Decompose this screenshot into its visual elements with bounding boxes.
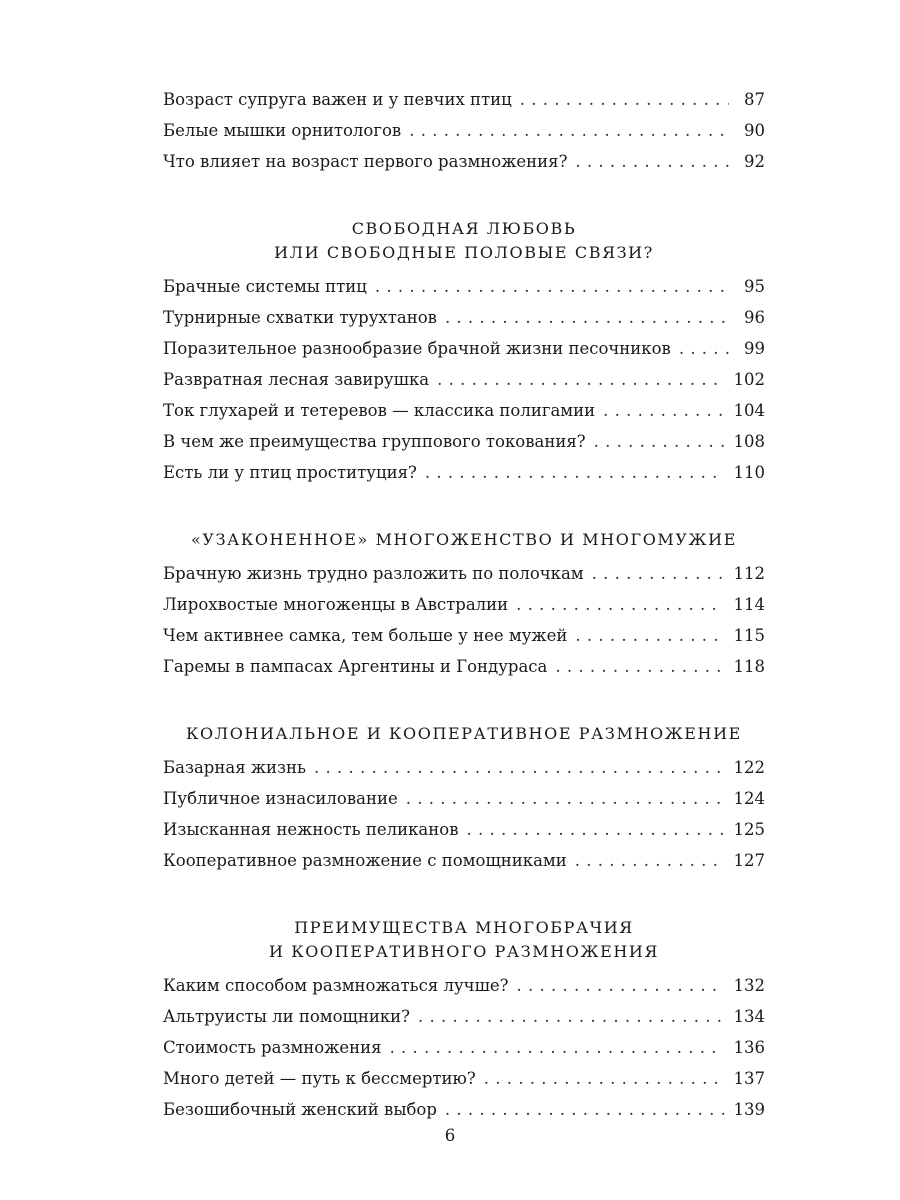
toc-entry-title: Есть ли у птиц проституция? (163, 463, 417, 482)
toc-section (163, 876, 765, 1125)
dot-leader (375, 271, 729, 302)
dot-leader (517, 970, 724, 1001)
toc-entry-page: 96 (744, 308, 765, 327)
toc-entry[interactable] (163, 620, 765, 651)
toc-entry-title: Стоимость размножения (163, 1038, 382, 1057)
toc-entry-title: Много детей — путь к бессмертию? (163, 1069, 476, 1088)
dot-leader (445, 302, 729, 333)
dot-leader (425, 457, 724, 488)
toc-entry[interactable] (163, 970, 765, 1001)
toc-entry-page: 124 (733, 789, 765, 808)
section-heading-line: ИЛИ СВОБОДНЫЕ ПОЛОВЫЕ СВЯЗИ? (274, 243, 654, 262)
toc-entry[interactable] (163, 1032, 765, 1063)
section-spacer (163, 177, 765, 217)
toc-entry-title: Поразительное разнообразие брачной жизни песочников (163, 339, 671, 358)
dot-leader (406, 783, 724, 814)
dot-leader (575, 845, 724, 876)
toc-entry-title: Брачную жизнь трудно разложить по полочкам (163, 564, 584, 583)
toc-entry[interactable] (163, 457, 765, 488)
toc-entry[interactable] (163, 651, 765, 682)
toc-entry-page: 95 (744, 277, 765, 296)
dot-leader (466, 814, 723, 845)
dot-leader (484, 1063, 724, 1094)
toc-entry[interactable] (163, 146, 765, 177)
toc-entry-title: Базарная жизнь (163, 758, 307, 777)
toc-entry[interactable] (163, 783, 765, 814)
toc-section (163, 84, 765, 177)
dot-leader (603, 395, 723, 426)
toc-entry[interactable] (163, 589, 765, 620)
section-spacer (163, 682, 765, 722)
toc-entry-page: 87 (744, 90, 765, 109)
toc-entry-page: 99 (744, 339, 765, 358)
toc-entry-page: 127 (733, 851, 765, 870)
toc-entry-title: Турнирные схватки турухтанов (163, 308, 437, 327)
toc-entry-title: Ток глухарей и тетеревов — классика полигамии (163, 401, 596, 420)
toc-entry-page: 110 (733, 463, 765, 482)
toc-entry-title: Альтруисты ли помощники? (163, 1007, 411, 1026)
dot-leader (437, 364, 723, 395)
toc-entry-title: Изысканная нежность пеликанов (163, 820, 459, 839)
dot-leader (445, 1094, 724, 1125)
toc-entry-title: Чем активнее самка, тем больше у нее мужей (163, 626, 568, 645)
toc-entry[interactable] (163, 84, 765, 115)
toc-entry-page: 137 (733, 1069, 765, 1088)
toc-entry[interactable] (163, 814, 765, 845)
toc-entry-title: Публичное изнасилование (163, 789, 398, 808)
toc-entry[interactable] (163, 302, 765, 333)
table-of-contents (163, 84, 765, 1125)
toc-entry[interactable] (163, 395, 765, 426)
toc-entry-title: Гаремы в пампасах Аргентины и Гондураса (163, 657, 548, 676)
toc-entry[interactable] (163, 558, 765, 589)
section-heading-line: И КООПЕРАТИВНОГО РАЗМНОЖЕНИЯ (268, 942, 659, 961)
toc-entry-page: 125 (733, 820, 765, 839)
toc-entry-page: 102 (733, 370, 765, 389)
section-heading (163, 916, 765, 964)
toc-entry-page: 132 (733, 976, 765, 995)
toc-entry-title: Развратная лесная завирушка (163, 370, 430, 389)
toc-entry-page: 139 (733, 1100, 765, 1119)
toc-entry-title: Возраст супруга важен и у певчих птиц (163, 90, 512, 109)
dot-leader (516, 589, 723, 620)
toc-entry[interactable] (163, 364, 765, 395)
toc-section (163, 682, 765, 876)
dot-leader (409, 115, 729, 146)
toc-section (163, 488, 765, 682)
toc-entry-page: 114 (733, 595, 765, 614)
toc-entry[interactable] (163, 1063, 765, 1094)
toc-entry-page: 115 (733, 626, 765, 645)
dot-leader (314, 752, 723, 783)
toc-entry[interactable] (163, 752, 765, 783)
toc-entry[interactable] (163, 1001, 765, 1032)
section-spacer (163, 488, 765, 528)
dot-leader (418, 1001, 723, 1032)
dot-leader (520, 84, 729, 115)
page-number: 6 (444, 1126, 456, 1145)
toc-entry-title: Безошибочный женский выбор (163, 1100, 437, 1119)
section-heading (163, 722, 765, 746)
dot-leader (592, 558, 724, 589)
toc-entry-page: 122 (733, 758, 765, 777)
toc-entry-title: Что влияет на возраст первого размножения? (163, 152, 568, 171)
toc-entry-page: 92 (744, 152, 765, 171)
dot-leader (390, 1032, 724, 1063)
toc-entry[interactable] (163, 271, 765, 302)
toc-entry-page: 104 (733, 401, 765, 420)
section-heading (163, 528, 765, 552)
section-heading-line: «УЗАКОНЕННОЕ» МНОГОЖЕНСТВО И МНОГОМУЖИЕ (191, 530, 737, 549)
toc-entry-title: Кооперативное размножение с помощниками (163, 851, 567, 870)
section-heading-line: ПРЕИМУЩЕСТВА МНОГОБРАЧИЯ (294, 918, 634, 937)
dot-leader (594, 426, 724, 457)
toc-entry-page: 112 (733, 564, 765, 583)
toc-entry-title: Каким способом размножаться лучше? (163, 976, 509, 995)
toc-entry-page: 134 (733, 1007, 765, 1026)
toc-entry[interactable] (163, 1094, 765, 1125)
toc-entry-page: 118 (733, 657, 765, 676)
toc-entry-page: 90 (744, 121, 765, 140)
dot-leader (679, 333, 729, 364)
dot-leader (575, 620, 723, 651)
toc-entry-page: 136 (733, 1038, 765, 1057)
section-heading (163, 217, 765, 265)
toc-entry[interactable] (163, 845, 765, 876)
toc-entry[interactable] (163, 426, 765, 457)
toc-entry-title: В чем же преимущества группового токования? (163, 432, 586, 451)
toc-entry[interactable] (163, 333, 765, 364)
dot-leader (555, 651, 723, 682)
toc-section (163, 177, 765, 488)
toc-entry-title: Брачные системы птиц (163, 277, 367, 296)
toc-entry-title: Лирохвостые многоженцы в Австралии (163, 595, 509, 614)
section-heading-line: КОЛОНИАЛЬНОЕ И КООПЕРАТИВНОЕ РАЗМНОЖЕНИЕ (186, 724, 742, 743)
section-spacer (163, 876, 765, 916)
section-heading-line: СВОБОДНАЯ ЛЮБОВЬ (351, 219, 577, 238)
toc-entry-page: 108 (733, 432, 765, 451)
toc-entry-title: Белые мышки орнитологов (163, 121, 402, 140)
toc-entry[interactable] (163, 115, 765, 146)
dot-leader (575, 146, 729, 177)
